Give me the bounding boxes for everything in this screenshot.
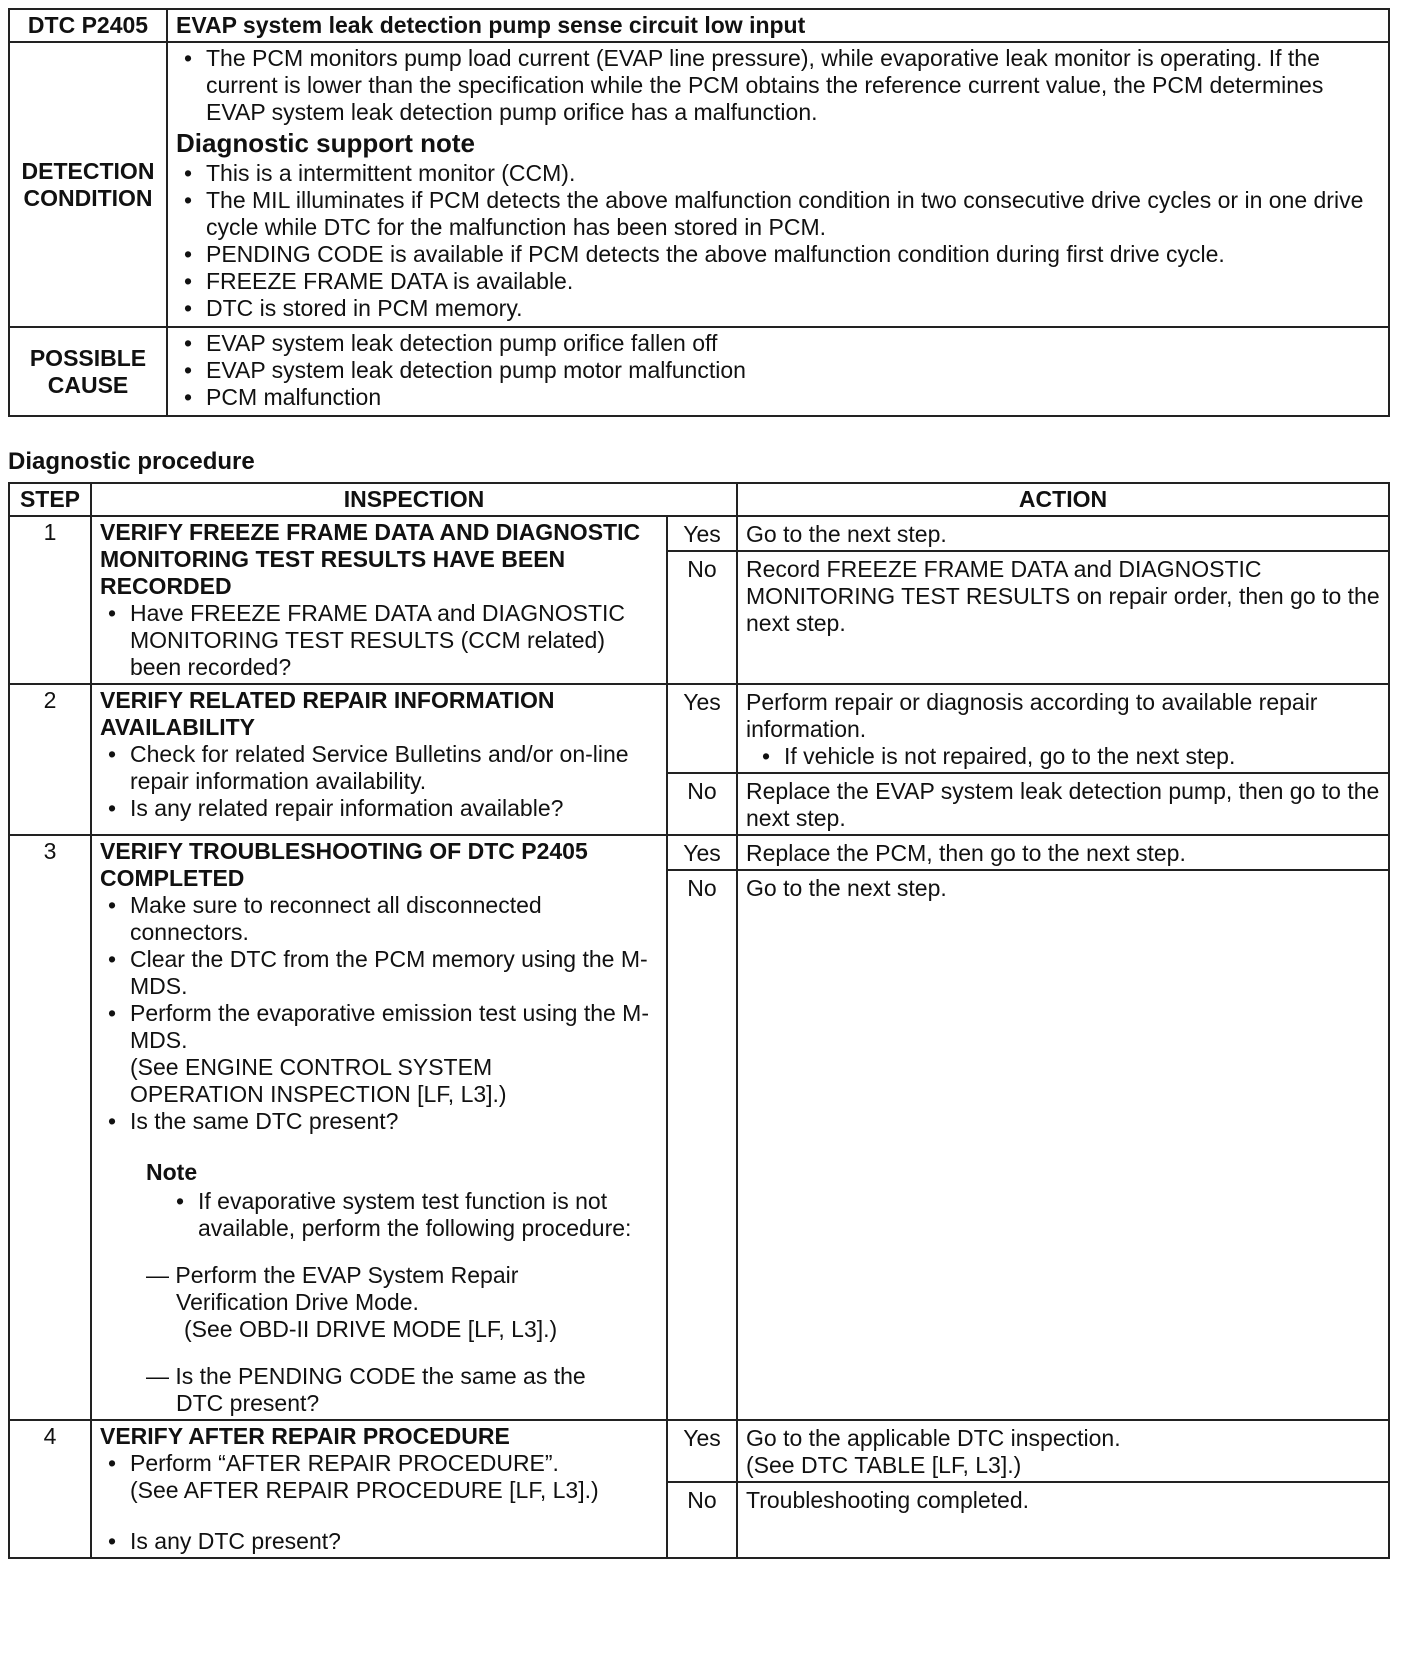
yes-label: Yes: [667, 1420, 737, 1482]
step-number: 2: [9, 684, 91, 835]
note-bullet: • If evaporative system test function is not available, perform the following procedure:: [198, 1188, 658, 1242]
inspection-bullet-text: • Perform “AFTER REPAIR PROCEDURE”.: [130, 1450, 559, 1476]
inspection-bullet: • Clear the DTC from the PCM memory using the M-MDS.: [130, 946, 658, 1000]
possible-cause-label: [9, 327, 167, 416]
possible-cause-content: [167, 327, 1389, 416]
yes-label: Yes: [667, 835, 737, 870]
inspection-bullet: [130, 1450, 658, 1504]
inspection-reference: OPERATION INSPECTION [LF, L3].): [130, 1081, 507, 1107]
step-inspection: [91, 684, 667, 835]
dash-item-cont: Verification Drive Mode.: [176, 1289, 419, 1315]
detection-label-line1: DETECTION: [21, 157, 155, 184]
no-action: Go to the next step.: [737, 870, 1389, 1420]
cause-item: • EVAP system leak detection pump orifice fallen off: [206, 330, 1380, 357]
detection-condition-content: [167, 42, 1389, 327]
inspection-reference: (See AFTER REPAIR PROCEDURE [LF, L3].): [130, 1477, 599, 1503]
detection-intro: • The PCM monitors pump load current (EVAP line pressure), while evaporative leak monitor is operating. If the current is lower than the specification while the PCM obtains the reference current value, the PCM determines EVAP system leak detection pump orifice has a malfunction.: [206, 45, 1380, 126]
yes-action-reference: (See DTC TABLE [LF, L3].): [746, 1452, 1022, 1478]
inspection-bullet: • Have FREEZE FRAME DATA and DIAGNOSTIC MONITORING TEST RESULTS (CCM related) been recorded?: [130, 600, 658, 681]
support-note-item: • PENDING CODE is available if PCM detects the above malfunction condition during first drive cycle.: [206, 241, 1380, 268]
step-number: 3: [9, 835, 91, 1420]
dash-item-reference: (See OBD-II DRIVE MODE [LF, L3].): [184, 1316, 558, 1342]
procedure-title: Diagnostic procedure: [8, 448, 255, 475]
header-step: STEP: [9, 483, 91, 516]
header-inspection: INSPECTION: [91, 483, 737, 516]
no-label: No: [667, 551, 737, 684]
step-number: 4: [9, 1420, 91, 1558]
yes-action-text: Perform repair or diagnosis according to available repair information.: [746, 689, 1318, 742]
inspection-bullet: • Make sure to reconnect all disconnected connectors.: [130, 892, 658, 946]
yes-action: [737, 1420, 1389, 1482]
no-action: Troubleshooting completed.: [737, 1482, 1389, 1558]
dtc-info-table: [8, 8, 1390, 417]
step-number: 1: [9, 516, 91, 684]
dash-item: — Is the PENDING CODE the same as the: [146, 1363, 586, 1389]
dash-item: — Perform the EVAP System Repair: [146, 1262, 519, 1288]
inspection-bullet: • Is the same DTC present?: [130, 1108, 658, 1135]
yes-action: [737, 684, 1389, 773]
yes-action-text: Go to the applicable DTC inspection.: [746, 1425, 1121, 1451]
no-label: No: [667, 1482, 737, 1558]
cause-label-line1: POSSIBLE: [29, 344, 147, 371]
yes-action-bullet: • If vehicle is not repaired, go to the next step.: [784, 743, 1380, 770]
diagnostic-procedure-table: [8, 482, 1390, 1559]
detection-condition-label: [9, 42, 167, 327]
support-note-title: Diagnostic support note: [176, 128, 475, 158]
note-title: Note: [146, 1159, 198, 1185]
support-note-item: • The MIL illuminates if PCM detects the above malfunction condition in two consecutive drive cycles or in one drive cycle while DTC for the malfunction has been stored in PCM.: [206, 187, 1380, 241]
step-title: VERIFY FREEZE FRAME DATA AND DIAGNOSTIC MONITORING TEST RESULTS HAVE BEEN RECORDED: [100, 519, 641, 599]
dtc-title: EVAP system leak detection pump sense circuit low input: [167, 9, 1389, 42]
cause-item: • PCM malfunction: [206, 384, 1380, 411]
cause-list: [176, 330, 1380, 411]
yes-label: Yes: [667, 684, 737, 773]
step-title: VERIFY AFTER REPAIR PROCEDURE: [100, 1423, 510, 1449]
header-action: ACTION: [737, 483, 1389, 516]
cause-item: • EVAP system leak detection pump motor malfunction: [206, 357, 1380, 384]
yes-action: Replace the PCM, then go to the next step.: [737, 835, 1389, 870]
step-title: VERIFY RELATED REPAIR INFORMATION AVAILABILITY: [100, 687, 555, 740]
step-title: VERIFY TROUBLESHOOTING OF DTC P2405 COMPLETED: [100, 838, 588, 891]
no-action: Replace the EVAP system leak detection pump, then go to the next step.: [737, 773, 1389, 835]
yes-action: Go to the next step.: [737, 516, 1389, 551]
support-note-item: • This is a intermittent monitor (CCM).: [206, 160, 1380, 187]
inspection-bullet: • Is any DTC present?: [130, 1528, 658, 1555]
support-note-item: • DTC is stored in PCM memory.: [206, 295, 1380, 322]
inspection-bullet-text: • Perform the evaporative emission test using the M-MDS.: [130, 1000, 650, 1053]
yes-label: Yes: [667, 516, 737, 551]
step-inspection: [91, 1420, 667, 1558]
inspection-bullet: • Check for related Service Bulletins and/or on-line repair information availability.: [130, 741, 658, 795]
dash-item-cont: DTC present?: [176, 1390, 320, 1416]
step-inspection: [91, 516, 667, 684]
support-note-item: • FREEZE FRAME DATA is available.: [206, 268, 1380, 295]
step-inspection: [91, 835, 667, 1420]
support-note-list: [176, 160, 1380, 322]
detection-label-line2: CONDITION: [23, 184, 153, 211]
no-label: No: [667, 773, 737, 835]
cause-label-line2: CAUSE: [47, 371, 129, 398]
inspection-reference: (See ENGINE CONTROL SYSTEM: [130, 1054, 493, 1080]
dtc-code: DTC P2405: [9, 9, 167, 42]
inspection-bullet: • Is any related repair information available?: [130, 795, 658, 822]
no-label: No: [667, 870, 737, 1420]
no-action: Record FREEZE FRAME DATA and DIAGNOSTIC MONITORING TEST RESULTS on repair order, then go to the next step.: [737, 551, 1389, 684]
inspection-bullet: [130, 1000, 658, 1108]
